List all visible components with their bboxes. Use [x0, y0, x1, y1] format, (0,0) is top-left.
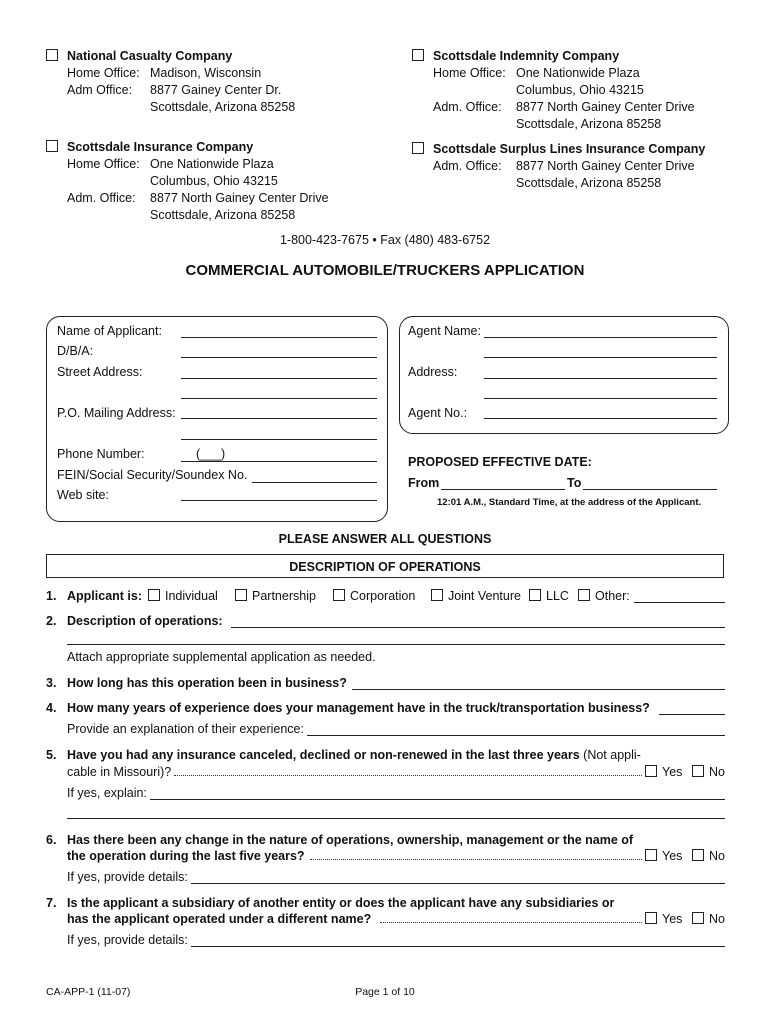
office-address: One Nationwide Plaza — [516, 66, 640, 80]
agent-name-label: Agent Name: — [408, 324, 481, 338]
company-checkbox-national[interactable] — [46, 49, 58, 61]
q7-yes-label: Yes — [662, 912, 683, 926]
q4-number: 4. — [46, 701, 57, 715]
office-label — [433, 116, 516, 133]
q6-sub: If yes, provide details: — [67, 870, 188, 884]
management-experience-field[interactable] — [659, 714, 725, 715]
section-title: DESCRIPTION OF OPERATIONS — [46, 554, 724, 578]
individual-label: Individual — [165, 589, 218, 603]
agent-address-field-2[interactable] — [484, 398, 717, 399]
q5-no-label: No — [709, 765, 725, 779]
q6-yes-label: Yes — [662, 849, 683, 863]
office-label: Adm. Office: — [67, 191, 136, 205]
partnership-label: Partnership — [252, 589, 316, 603]
q5-yes-label: Yes — [662, 765, 683, 779]
q7-label: Is the applicant a subsidiary of another entity or does the applicant have any subsidiaries or — [67, 896, 615, 910]
office-label — [433, 82, 516, 99]
office-address: Scottsdale, Arizona 85258 — [516, 117, 662, 131]
fein-label: FEIN/Social Security/Soundex No. — [57, 468, 248, 482]
street-address-field-2[interactable] — [181, 398, 377, 399]
street-address-field[interactable] — [181, 378, 377, 379]
q5-explain-field[interactable] — [150, 799, 725, 800]
partnership-checkbox[interactable] — [235, 589, 247, 601]
other-label: Other: — [595, 589, 630, 603]
office-label — [67, 99, 150, 116]
office-address: Scottsdale, Arizona 85258 — [150, 100, 296, 114]
office-address: Scottsdale, Arizona 85258 — [150, 208, 296, 222]
effective-from-field[interactable] — [441, 489, 565, 490]
q6-yes-checkbox[interactable] — [645, 849, 657, 861]
dba-field[interactable] — [181, 357, 377, 358]
po-address-field[interactable] — [181, 418, 377, 419]
q1-number: 1. — [46, 589, 57, 603]
company-scottsdale-insurance — [67, 139, 329, 224]
q3-number: 3. — [46, 676, 57, 690]
applicant-name-label: Name of Applicant: — [57, 324, 162, 338]
company-checkbox-indemnity[interactable] — [412, 49, 424, 61]
q6-line2: the operation during the last five years? — [67, 849, 305, 863]
company-checkbox-surplus-lines[interactable] — [412, 142, 424, 154]
website-field[interactable] — [181, 500, 377, 501]
q7-yes-checkbox[interactable] — [645, 912, 657, 924]
company-name: Scottsdale Surplus Lines Insurance Company — [433, 142, 706, 156]
company-national — [67, 48, 295, 116]
company-name: Scottsdale Insurance Company — [67, 140, 254, 154]
office-label: Adm. Office: — [433, 100, 502, 114]
effective-date-heading: PROPOSED EFFECTIVE DATE: — [408, 455, 592, 469]
office-address: 8877 North Gainey Center Drive — [150, 191, 329, 205]
q7-details-field[interactable] — [191, 946, 725, 947]
other-field[interactable] — [634, 602, 725, 603]
fein-field[interactable] — [252, 482, 377, 483]
effective-to-field[interactable] — [583, 489, 717, 490]
office-label: Adm. Office: — [433, 159, 502, 173]
agent-no-field[interactable] — [484, 418, 717, 419]
office-address: Scottsdale, Arizona 85258 — [516, 176, 662, 190]
corporation-label: Corporation — [350, 589, 416, 603]
website-label: Web site: — [57, 488, 109, 502]
q7-number: 7. — [46, 896, 57, 910]
page-title: COMMERCIAL AUTOMOBILE/TRUCKERS APPLICATION — [185, 262, 585, 279]
office-address: 8877 North Gainey Center Drive — [516, 159, 695, 173]
company-surplus-lines — [433, 141, 705, 192]
q4-sub: Provide an explanation of their experience: — [67, 722, 304, 736]
office-label: Home Office: — [67, 157, 140, 171]
q5-explain-field-2[interactable] — [67, 818, 725, 819]
q7-no-checkbox[interactable] — [692, 912, 704, 924]
effective-to-label: To — [567, 476, 582, 490]
q7-no-label: No — [709, 912, 725, 926]
q6-no-label: No — [709, 849, 725, 863]
phone-fax-line: 1-800-423-7675 • Fax (480) 483-6752 — [279, 233, 491, 247]
q5-number: 5. — [46, 748, 57, 762]
corporation-checkbox[interactable] — [333, 589, 345, 601]
years-in-business-field[interactable] — [352, 689, 725, 690]
office-label: Adm Office: — [67, 83, 133, 97]
q5-sub: If yes, explain: — [67, 786, 147, 800]
office-label — [67, 207, 150, 224]
agent-address-field[interactable] — [484, 378, 717, 379]
individual-checkbox[interactable] — [148, 589, 160, 601]
page-number: Page 1 of 10 — [355, 986, 415, 998]
office-label — [433, 175, 516, 192]
office-label: Home Office: — [433, 66, 506, 80]
agent-address-label: Address: — [408, 365, 458, 379]
office-address: 8877 North Gainey Center Drive — [516, 100, 695, 114]
joint-venture-label: Joint Venture — [448, 589, 521, 603]
office-label: Home Office: — [67, 66, 140, 80]
llc-checkbox[interactable] — [529, 589, 541, 601]
office-address: Madison, Wisconsin — [150, 66, 262, 80]
company-checkbox-scottsdale-insurance[interactable] — [46, 140, 58, 152]
agent-no-label: Agent No.: — [408, 406, 468, 420]
q6-label: Has there been any change in the nature of operations, ownership, management or the name of — [67, 833, 634, 847]
operations-description-field-2[interactable] — [67, 644, 725, 645]
q5-label-bold: Have you had any insurance canceled, declined or non-renewed in the last three years — [67, 748, 580, 762]
q3-label: How long has this operation been in business? — [67, 676, 347, 690]
phone-field[interactable] — [181, 461, 377, 462]
agent-name-field-2[interactable] — [484, 357, 717, 358]
office-address: Columbus, Ohio 43215 — [150, 174, 278, 188]
po-address-label: P.O. Mailing Address: — [57, 406, 176, 420]
phone-area-code: (___) — [196, 447, 226, 461]
q6-details-field[interactable] — [191, 883, 725, 884]
q7-sub: If yes, provide details: — [67, 933, 188, 947]
office-label — [67, 173, 150, 190]
q6-number: 6. — [46, 833, 57, 847]
company-indemnity — [433, 48, 695, 133]
q2-note: Attach appropriate supplemental application as needed. — [67, 650, 376, 664]
q5-line2: cable in Missouri)? — [67, 765, 172, 779]
office-address: 8877 Gainey Center Dr. — [150, 83, 282, 97]
other-checkbox[interactable] — [578, 589, 590, 601]
q2-number: 2. — [46, 614, 57, 628]
q1-label: Applicant is: — [67, 589, 143, 603]
joint-venture-checkbox[interactable] — [431, 589, 443, 601]
please-answer: PLEASE ANSWER ALL QUESTIONS — [278, 532, 492, 546]
street-address-label: Street Address: — [57, 365, 143, 379]
q5-leader-dots — [174, 775, 642, 776]
agent-name-field[interactable] — [484, 337, 717, 338]
office-address: Columbus, Ohio 43215 — [516, 83, 644, 97]
q7-line2: has the applicant operated under a different name? — [67, 912, 372, 926]
q4-label: How many years of experience does your management have in the truck/transportation business? — [67, 701, 650, 715]
q5-label — [67, 748, 641, 762]
company-name: Scottsdale Indemnity Company — [433, 49, 620, 63]
llc-label: LLC — [546, 589, 569, 603]
po-address-field-2[interactable] — [181, 439, 377, 440]
q6-leader-dots — [310, 859, 642, 860]
effective-date-note: 12:01 A.M., Standard Time, at the address of the Applicant. — [437, 497, 702, 508]
q5-no-checkbox[interactable] — [692, 765, 704, 777]
q2-label: Description of operations: — [67, 614, 223, 628]
q5-yes-checkbox[interactable] — [645, 765, 657, 777]
dba-label: D/B/A: — [57, 344, 94, 358]
q7-leader-dots — [380, 922, 642, 923]
q5-label-tail: (Not appli- — [583, 748, 641, 762]
experience-explanation-field[interactable] — [307, 735, 725, 736]
effective-from-label: From — [408, 476, 440, 490]
operations-description-field[interactable] — [231, 627, 725, 628]
phone-label: Phone Number: — [57, 447, 145, 461]
q6-no-checkbox[interactable] — [692, 849, 704, 861]
form-id: CA-APP-1 (11-07) — [46, 986, 131, 998]
applicant-name-field[interactable] — [181, 337, 377, 338]
office-address: One Nationwide Plaza — [150, 157, 274, 171]
company-name: National Casualty Company — [67, 49, 233, 63]
